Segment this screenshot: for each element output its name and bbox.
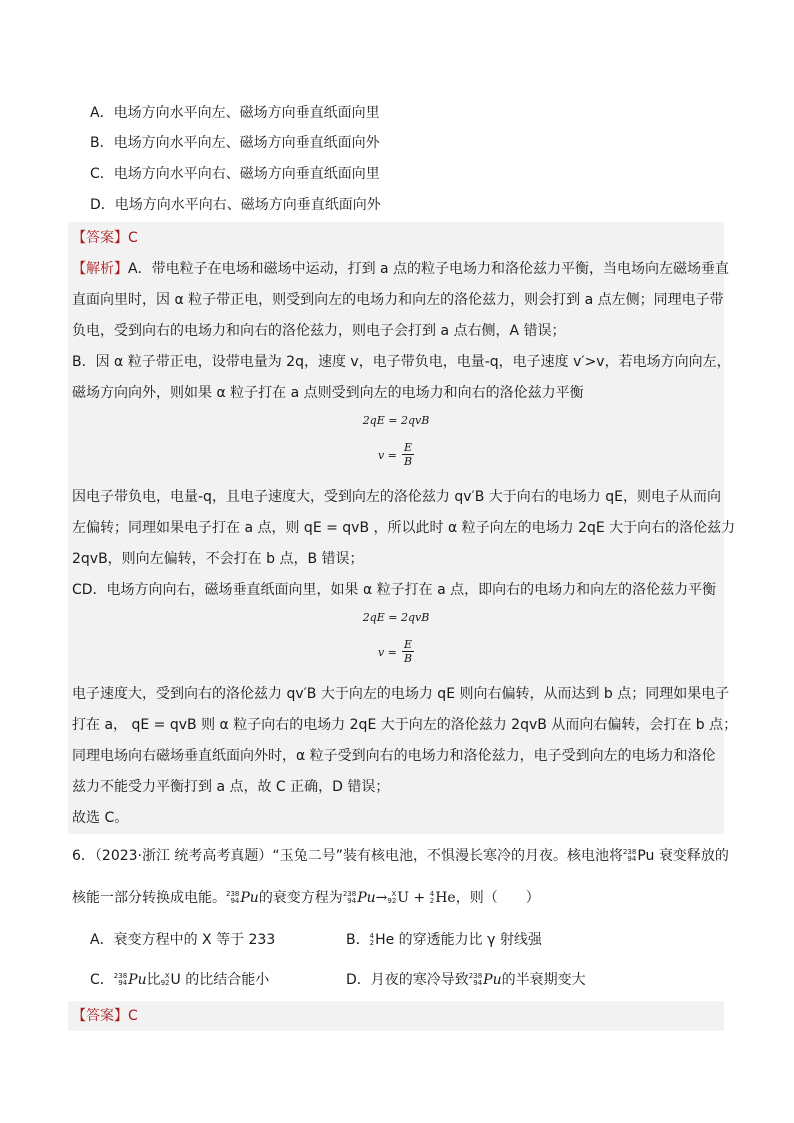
fraction-denominator: B xyxy=(403,455,413,468)
analysis-line: 电子速度大，受到向右的洛伦兹力 qv′B 大于向左的电场力 qE 则向右偏转，从而达到 b 点；同理如果电子 xyxy=(72,686,730,702)
nuclide-pu: 238 94 Pu xyxy=(226,890,259,906)
equation-2 xyxy=(68,441,724,468)
q6-stem-text: ，则（ ） xyxy=(455,890,540,906)
analysis-line: CD．电场方向向右，磁场垂直纸面向里，如果 α 粒子打在 a 点，即向右的电场力和向左的洛伦兹力平衡 xyxy=(72,582,717,598)
q5-option-c: C．电场方向水平向右、磁场方向垂直纸面向里 xyxy=(90,166,380,182)
analysis-line: 同理电场向右磁场垂直纸面向外时，α 粒子受到向右的电场力和洛伦兹力，电子受到向左的电场力和洛伦 xyxy=(72,748,716,764)
nuclide-he: 4 2 He xyxy=(429,890,456,906)
equation-4 xyxy=(68,638,724,665)
q6-option-b: B． 4 2 He 的穿透能力比 γ 射线强 xyxy=(346,932,542,948)
equation-lhs: v = xyxy=(377,449,397,462)
q5-option-a: A．电场方向水平向左、磁场方向垂直纸面向里 xyxy=(90,105,380,121)
q5-answer: 【答案】C xyxy=(72,230,138,246)
analysis-line: 2qvB，则向左偏转，不会打在 b 点，B 错误； xyxy=(72,551,364,567)
analysis-line: 直面向里时，因 α 粒子带正电，则受到向左的电场力和向左的洛伦兹力，则会打到 a 点左侧；同理电子带 xyxy=(72,292,724,308)
nuclide-pu: 238 94 Pu xyxy=(468,972,502,988)
q6-answer-block xyxy=(68,1001,724,1031)
analysis-line: 因电子带负电，电量-q，且电子速度大，受到向左的洛伦兹力 qv′B 大于向右的电场力 qE，则电子从而向 xyxy=(72,489,721,505)
fraction-numerator: E xyxy=(402,441,414,455)
q6-stem-text: Pu 衰变释放的 xyxy=(637,848,729,864)
q6-stem-text: 的衰变方程为 xyxy=(258,890,343,906)
fraction-denominator: B xyxy=(403,652,413,665)
equation-3: 2qE = 2qvB xyxy=(362,611,430,624)
nuclide-he: 4 2 xyxy=(369,932,375,947)
nuclide-pu: 238 94 xyxy=(622,848,637,863)
analysis-line: 打在 a， qE = qvB 则 α 粒子向右的电场力 2qE 大于向左的洛伦兹力 2qvB 从而向右偏转，会打在 b 点； xyxy=(72,717,738,733)
q6-option-d: D．月夜的寒冷导致 238 94 Pu的半衰期变大 xyxy=(346,972,586,988)
nuclide-u: X 92 U xyxy=(387,890,410,906)
q6-answer: 【答案】C xyxy=(72,1008,138,1024)
nuclide-pu: 238 94 Pu xyxy=(342,890,376,906)
equation-lhs: v = xyxy=(377,646,397,659)
analysis-line: B．因 α 粒子带正电，设带电量为 2q，速度 v，电子带负电，电量-q，电子速度 v′>v，若电场方向向左， xyxy=(72,354,731,370)
q5-option-d: D．电场方向水平向右、磁场方向垂直纸面向外 xyxy=(90,197,381,213)
analysis-line: 故选 C。 xyxy=(72,810,129,826)
analysis-line: 磁场方向向外，则如果 α 粒子打在 a 点则受到向左的电场力和向右的洛伦兹力平衡 xyxy=(72,385,584,401)
q6-stem-text: 核能一部分转换成电能。 xyxy=(72,890,226,906)
analysis-label: 【解析】 xyxy=(72,261,128,277)
q6-stem-line-2 xyxy=(72,888,540,908)
q6-option-a: A．衰变方程中的 X 等于 233 xyxy=(90,932,276,948)
fraction xyxy=(402,638,414,665)
arrow-icon: → xyxy=(375,890,388,906)
nuclide-pu: 238 94 Pu xyxy=(113,972,147,988)
analysis-text: A．带电粒子在电场和磁场中运动，打到 a 点的粒子电场力和洛伦兹力平衡，当电场向左磁场垂直 xyxy=(128,261,730,277)
fraction-numerator: E xyxy=(402,638,414,652)
nuclide-u: X 92 xyxy=(160,972,170,987)
q6-option-c: C． 238 94 Pu比 X 92 U 的比结合能小 xyxy=(90,972,270,988)
analysis-line: 兹力不能受力平衡打到 a 点，故 C 正确，D 错误； xyxy=(72,779,390,795)
analysis-line: 左偏转；同理如果电子打在 a 点，则 qE = qvB ，所以此时 α 粒子向左的电场力 2qE 大于向右的洛伦兹力 xyxy=(72,520,736,536)
q6-stem-line-1 xyxy=(72,846,729,866)
q5-option-b: B．电场方向水平向左、磁场方向垂直纸面向外 xyxy=(90,135,380,151)
q6-stem-text: 6．（2023·浙江 统考高考真题）“玉兔二号”装有核电池，不惧漫长寒冷的月夜。核电池将 xyxy=(72,848,623,864)
analysis-line xyxy=(72,259,729,279)
equation-1: 2qE = 2qvB xyxy=(362,414,430,427)
plus-icon: + xyxy=(409,890,430,906)
fraction xyxy=(402,441,414,468)
analysis-line: 负电，受到向右的电场力和向右的洛伦兹力，则电子会打到 a 点右侧，A 错误； xyxy=(72,323,566,339)
